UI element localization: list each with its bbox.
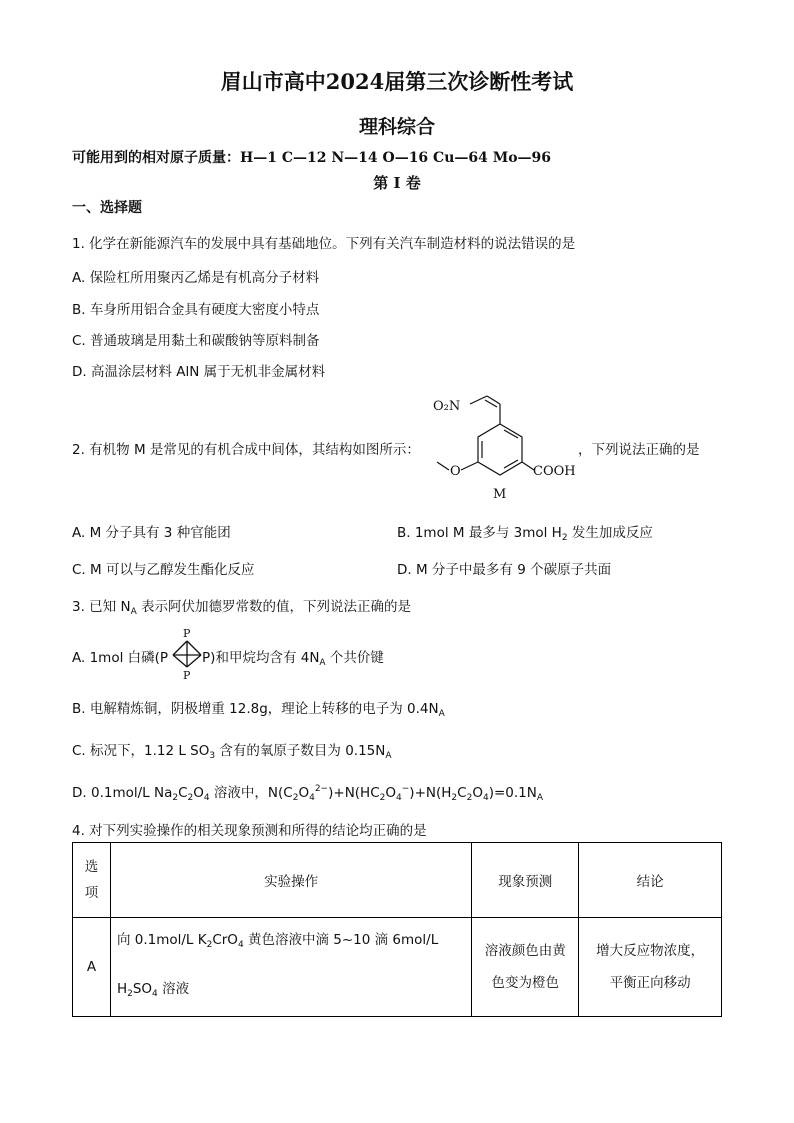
q2-b-sub: 2 bbox=[561, 533, 568, 543]
q1-stem: 1. 化学在新能源汽车的发展中具有基础地位。下列有关汽车制造材料的说法错误的是 bbox=[72, 236, 576, 252]
oxygen-label: O bbox=[450, 464, 461, 479]
q3-a-sub: A bbox=[319, 658, 326, 668]
table-header-row bbox=[73, 843, 722, 918]
q3-d-sub: 4 bbox=[482, 793, 489, 803]
q3-c-1: C. 标况下，1.12 L SO bbox=[72, 743, 210, 759]
q2-option-c: C. M 可以与乙醇发生酯化反应 bbox=[72, 562, 255, 578]
q3-option-d bbox=[72, 781, 543, 803]
q3-d-3: O bbox=[193, 785, 204, 801]
op-sub: 4 bbox=[237, 940, 244, 950]
q3-option-a bbox=[72, 646, 384, 668]
q3-b-pre: B. 电解精炼铜，阴极增重 12.8g，理论上转移的电子为 0.4N bbox=[72, 701, 439, 717]
experiment-table bbox=[72, 842, 722, 1017]
op-6: 溶液 bbox=[157, 981, 190, 997]
q3-d-1: D. 0.1mol/L Na bbox=[72, 785, 173, 801]
op-3: 黄色溶液中滴 5~10 滴 6mol/L bbox=[243, 932, 439, 948]
exam-title: 眉山市高中2024届第三次诊断性考试 bbox=[220, 69, 574, 94]
q3-d-6: )+N(HC bbox=[328, 785, 380, 801]
q3-a-pre: A. 1mol 白磷(P bbox=[72, 650, 169, 666]
q2-option-d: D. M 分子中最多有 9 个碳原子共面 bbox=[397, 562, 612, 578]
q3-d-sub: 4 bbox=[203, 793, 210, 803]
row-a-conclusion bbox=[579, 918, 722, 1017]
op-4: H bbox=[116, 981, 128, 997]
q1-option-c: C. 普通玻璃是用黏土和碳酸钠等原料制备 bbox=[72, 333, 320, 349]
table-row bbox=[73, 918, 722, 1017]
white-phosphorus-tetrahedron bbox=[165, 626, 209, 680]
q3-d-sub: 2 bbox=[451, 793, 458, 803]
header-conclusion: 结论 bbox=[579, 843, 722, 918]
q3-d-10: O bbox=[472, 785, 483, 801]
q3-d-sup: 2− bbox=[314, 784, 329, 794]
q3-b-sub: A bbox=[438, 709, 445, 719]
q2-stem-before: 2. 有机物 M 是常见的有机合成中间体，其结构如图所示： bbox=[72, 442, 420, 458]
q2-stem bbox=[72, 438, 420, 458]
q3-d-4: 溶液中，N(C bbox=[209, 785, 293, 801]
conclusion-line-2: 平衡正向移动 bbox=[609, 975, 691, 991]
row-a-operation bbox=[110, 918, 471, 1017]
q3-d-sub: 4 bbox=[309, 793, 315, 803]
phosphorus-bottom-label: P bbox=[183, 669, 191, 680]
phenomenon-line-2: 色变为橙色 bbox=[491, 975, 560, 991]
header-option-text: 选项 bbox=[84, 859, 99, 901]
volume-label: 第 I 卷 bbox=[373, 174, 421, 192]
op-1: 向 0.1mol/L K bbox=[116, 932, 207, 948]
op-sub: 2 bbox=[127, 989, 133, 999]
header-option bbox=[73, 843, 111, 918]
q3-d-5: O bbox=[298, 785, 310, 801]
q3-c-2: 含有的氧原子数目为 0.15N bbox=[215, 743, 386, 759]
q3-d-9: C bbox=[457, 785, 467, 801]
q3-option-c bbox=[72, 739, 392, 761]
q3-d-11: )=0.1N bbox=[488, 785, 537, 801]
conclusion-line-1: 增大反应物浓度， bbox=[596, 943, 705, 959]
q3-d-sub: A bbox=[536, 793, 544, 803]
q3-stem-post: 表示阿伏加德罗常数的值，下列说法正确的是 bbox=[136, 599, 412, 615]
row-a-option: A bbox=[73, 918, 111, 1017]
q3-d-sub: 2 bbox=[379, 793, 386, 803]
q3-d-sub: 4 bbox=[396, 793, 402, 803]
nitro-label: O₂N bbox=[433, 399, 461, 414]
q3-a-mid: P)和甲烷均含有 4N bbox=[202, 650, 320, 666]
q3-c-sub2: A bbox=[385, 751, 392, 761]
q3-c-sub1: 3 bbox=[209, 751, 216, 761]
q3-d-sub: 2 bbox=[292, 793, 299, 803]
row-a-phenomenon bbox=[472, 918, 579, 1017]
q1-option-b: B. 车身所用铝合金具有硬度大密度小特点 bbox=[72, 302, 320, 318]
q3-option-b bbox=[72, 697, 445, 719]
q3-stem-sub: A bbox=[130, 607, 137, 617]
q2-b-post: 发生加成反应 bbox=[567, 525, 653, 541]
q2-option-a: A. M 分子具有 3 种官能团 bbox=[72, 525, 231, 541]
op-sub: 2 bbox=[206, 940, 213, 950]
section-title: 一、选择题 bbox=[72, 200, 142, 216]
op-5: SO bbox=[132, 981, 153, 997]
q3-d-2: C bbox=[178, 785, 188, 801]
cooh-label: COOH bbox=[533, 464, 576, 479]
op-sub: 4 bbox=[152, 989, 158, 999]
q2-option-b bbox=[397, 521, 653, 543]
q3-d-8: )+N(H bbox=[409, 785, 452, 801]
q3-d-sub: 2 bbox=[172, 793, 179, 803]
q3-a-post: 个共价键 bbox=[325, 650, 384, 666]
q2-stem-after: ，下列说法正确的是 bbox=[578, 442, 700, 458]
molecule-name: M bbox=[493, 487, 507, 502]
exam-subtitle: 理科综合 bbox=[358, 116, 435, 138]
q3-d-7: O bbox=[385, 785, 397, 801]
phenomenon-line-1: 溶液颜色由黄 bbox=[484, 943, 566, 959]
q4-stem: 4. 对下列实验操作的相关现象预测和所得的结论均正确的是 bbox=[72, 823, 427, 839]
phosphorus-top-label: P bbox=[183, 627, 191, 640]
atomic-masses: 可能用到的相对原子质量：H—1 C—12 N—14 O—16 Cu—64 Mo—96 bbox=[72, 150, 552, 166]
q2-b-pre: B. 1mol M 最多与 3mol H bbox=[397, 525, 562, 541]
q3-d-sub: 2 bbox=[466, 793, 473, 803]
header-phenomenon: 现象预测 bbox=[472, 843, 579, 918]
q1-option-a: A. 保险杠所用聚丙乙烯是有机高分子材料 bbox=[72, 270, 320, 286]
q3-d-sub: 2 bbox=[187, 793, 194, 803]
q3-stem bbox=[72, 595, 411, 617]
molecule-m-structure bbox=[425, 390, 585, 502]
benzene-ring bbox=[478, 424, 522, 475]
q1-option-d: D. 高温涂层材料 AlN 属于无机非金属材料 bbox=[72, 364, 326, 380]
q3-d-sup: − bbox=[401, 784, 410, 794]
op-2: CrO bbox=[212, 932, 238, 948]
q3-stem-pre: 3. 已知 N bbox=[72, 599, 131, 615]
header-operation: 实验操作 bbox=[110, 843, 471, 918]
